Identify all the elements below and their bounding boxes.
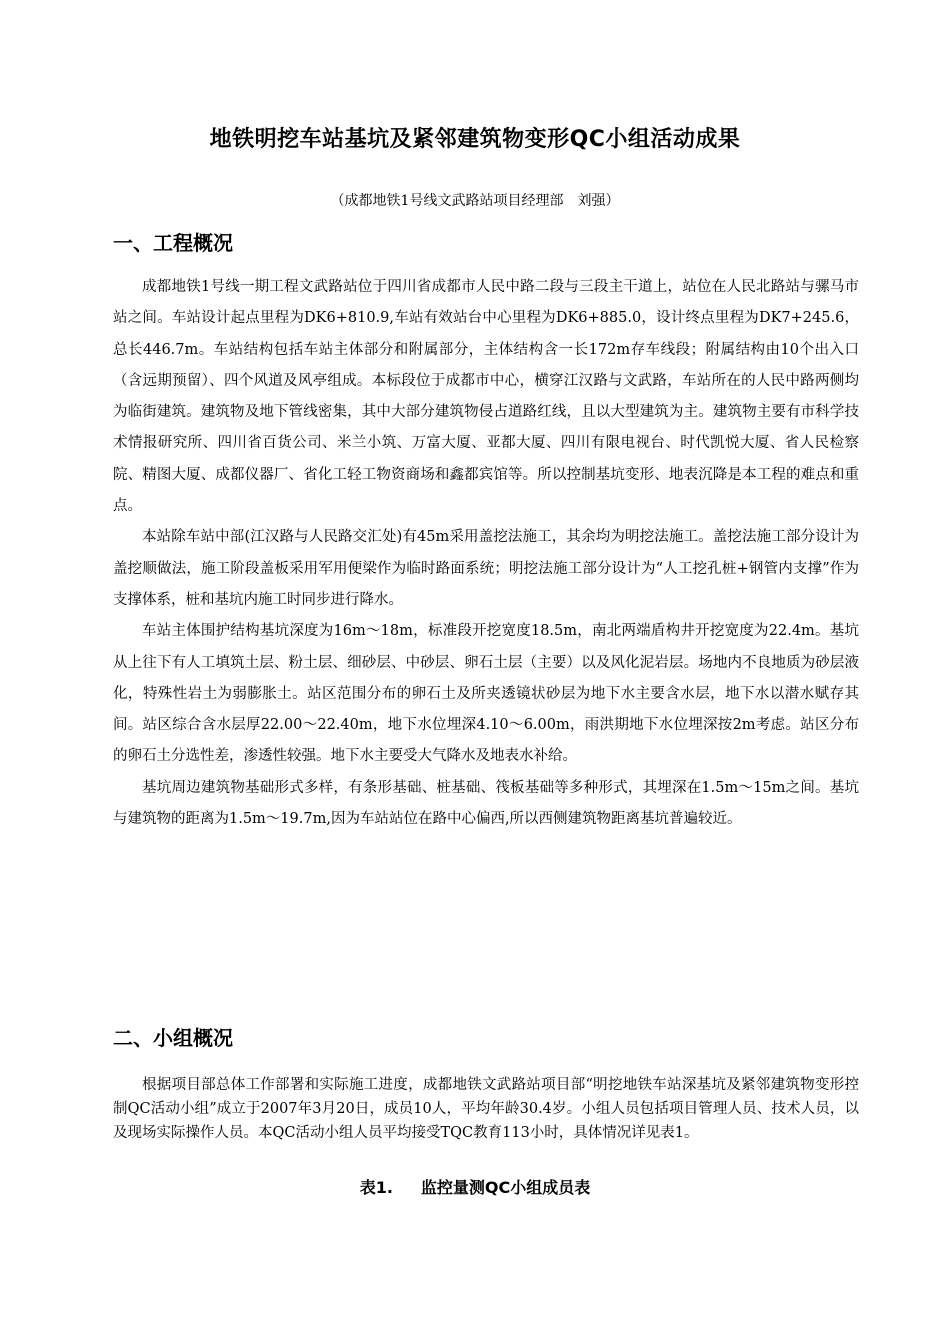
section-body-group [113,1073,859,1145]
paragraph: 基坑周边建筑物基础形式多样，有条形基础、桩基础、筏板基础等多种形式，其埋深在1.5m～15m之间。基坑与建筑物的距离为1.5m～19.7m,因为车站站位在路中心偏西,所以西侧建筑物距离基坑普遍较近。 [113,779,859,828]
table-title: 监控量测QC小组成员表 [420,1178,591,1197]
table-caption [0,1175,950,1198]
document-title: 地铁明挖车站基坑及紧邻建筑物变形QC小组活动成果 [209,127,741,152]
paragraph: 本站除车站中部(江汉路与人民路交汇处)有45m采用盖挖法施工，其余均为明挖法施工。盖挖法施工部分设计为盖挖顺做法，施工阶段盖板采用军用便梁作为临时路面系统；明挖法施工部分设计为“人工挖孔桩+钢管内支撑”作为支撑体系，桩和基坑内施工时同步进行降水。 [113,529,859,608]
author-line: （成都地铁1号线文武路站项目经理部 刘强） [330,193,620,209]
section-heading-group: 二、小组概况 [113,1026,233,1050]
section-heading-overview: 一、工程概况 [113,231,233,255]
paragraph: 根据项目部总体工作部署和实际施工进度，成都地铁文武路站项目部“明挖地铁车站深基坑及紧邻建筑物变形控制QC活动小组”成立于2007年3月20日，成员10人，平均年龄30.4岁。小组人员包括项目管理人员、技术人员，以及现场实际操作人员。本QC活动小组人员平均接受TQC教育113小时，具体情况详见表1。 [113,1077,859,1141]
paragraph: 车站主体围护结构基坑深度为16m～18m，标准段开挖宽度18.5m，南北两端盾构井开挖宽度为22.4m。基坑从上往下有人工填筑土层、粉土层、细砂层、中砂层、卵石土层（主要）以及风化泥岩层。场地内不良地质为砂层液化，特殊性岩土为弱膨胀土。站区范围分布的卵石土及所夹透镜状砂层为地下水主要含水层，地下水以潜水赋存其间。站区综合含水层厚22.00～22.40m，地下水位埋深4.10～6.00m，雨洪期地下水位埋深按2m考虑。站区分布的卵石土分选性差，渗透性较强。地下水主要受大气降水及地表水补给。 [113,623,859,765]
section-body-overview [113,272,859,835]
paragraph: 成都地铁1号线一期工程文武路站位于四川省成都市人民中路二段与三段主干道上，站位在人民北路站与骡马市站之间。车站设计起点里程为DK6+810.9,车站有效站台中心里程为DK6+885.0，设计终点里程为DK7+245.6，总长446.7m。车站结构包括车站主体部分和附属部分，主体结构含一长172m存车线段；附属结构由10个出入口（含远期预留）、四个风道及风亭组成。本标段位于成都市中心，横穿江汉路与文武路，车站所在的人民中路两侧均为临街建筑。建筑物及地下管线密集，其中大部分建筑物侵占道路红线，且以大型建筑为主。建筑物主要有市科学技术情报研究所、四川省百货公司、米兰小筑、万富大厦、亚都大厦、四川有限电视台、时代凯悦大厦、省人民检察院、精图大厦、成都仪器厂、省化工轻工物资商场和鑫都宾馆等。所以控制基坑变形、地表沉降是本工程的难点和重点。 [113,279,859,515]
table-number: 表1. [359,1178,393,1197]
